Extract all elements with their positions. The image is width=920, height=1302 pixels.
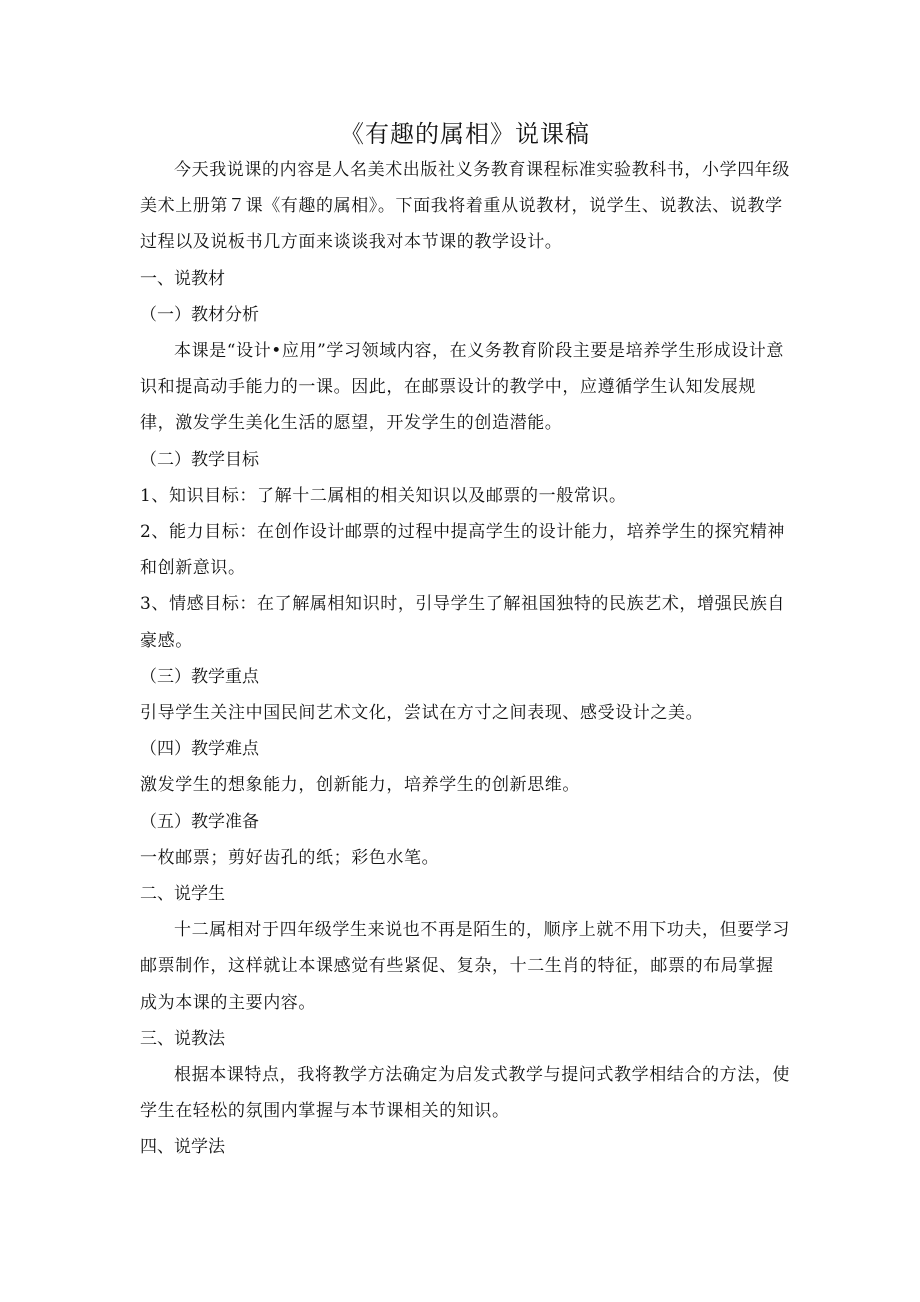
section-heading-students: 二、说学生	[140, 884, 225, 905]
subheading-key-points: （三）教学重点	[140, 666, 259, 687]
subheading-analysis: （一）教材分析	[140, 304, 259, 325]
goal-ability: 2、能力目标：在创作设计邮票的过程中提高学生的设计能力，培养学生的探究精神和创新意识。	[140, 522, 786, 579]
key-points-paragraph: 引导学生关注中国民间艺术文化，尝试在方寸之间表现、感受设计之美。	[140, 703, 704, 724]
section-heading-teaching-method: 三、说教法	[140, 1028, 225, 1049]
section-heading-textbook: 一、说教材	[140, 268, 225, 289]
students-paragraph: 十二属相对于四年级学生来说也不再是陌生的，顺序上就不用下功夫，但要学习邮票制作，这样就让本课感觉有些紧促、复杂，十二生肖的特征，邮票的布局掌握成为本课的主要内容。	[140, 920, 790, 1013]
analysis-paragraph: 本课是“设计•应用”学习领域内容，在义务教育阶段主要是培养学生形成设计意识和提高动手能力的一课。因此，在邮票设计的教学中，应遵循学生认知发展规律，激发学生美化生活的愿望，开发学生的创造潜能。	[140, 341, 785, 434]
preparation-paragraph: 一枚邮票；剪好齿孔的纸；彩色水笔。	[140, 847, 440, 868]
goal-knowledge: 1、知识目标：了解十二属相的相关知识以及邮票的一般常识。	[140, 485, 627, 506]
intro-paragraph: 今天我说课的内容是人名美术出版社义务教育课程标准实验教科书，小学四年级美术上册第７课《有趣的属相》。下面我将着重从说教材，说学生、说教法、说教学过程以及说板书几方面来谈谈我对本节课的教学设计。	[140, 160, 790, 253]
document-body	[140, 116, 790, 1166]
subheading-goals: （二）教学目标	[140, 449, 259, 470]
difficulties-paragraph: 激发学生的想象能力，创新能力，培养学生的创新思维。	[140, 775, 580, 796]
section-heading-learning-method: 四、说学法	[140, 1137, 225, 1158]
goal-emotion: 3、情感目标：在了解属相知识时，引导学生了解祖国独特的民族艺术，增强民族自豪感。	[140, 594, 786, 651]
subheading-preparation: （五）教学准备	[140, 811, 259, 832]
document-title: 《有趣的属相》说课稿	[340, 120, 590, 148]
subheading-difficulties: （四）教学难点	[140, 739, 259, 760]
teaching-method-paragraph: 根据本课特点，我将教学方法确定为启发式教学与提问式教学相结合的方法，使学生在轻松的氛围内掌握与本节课相关的知识。	[140, 1065, 790, 1122]
